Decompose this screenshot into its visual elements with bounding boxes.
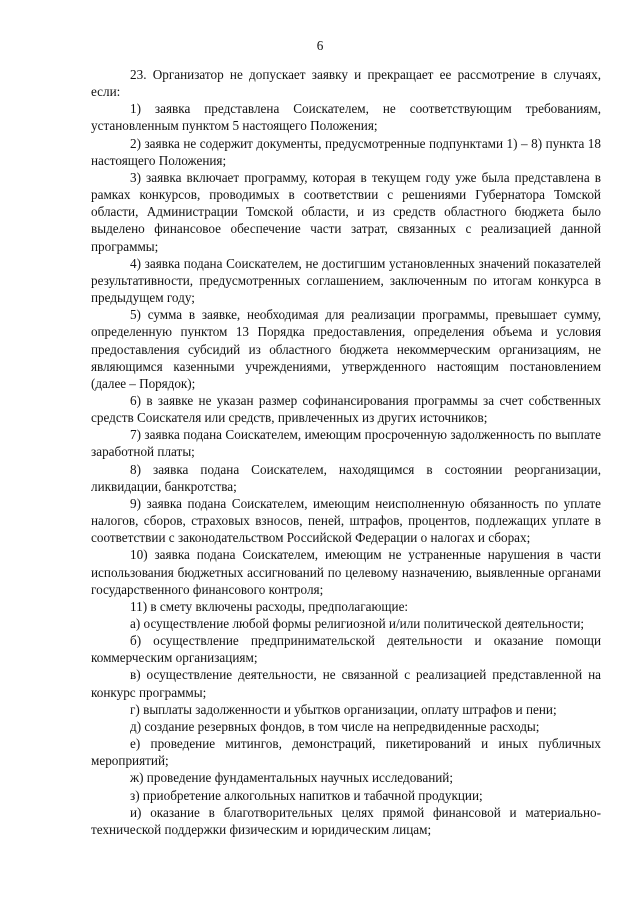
list-item-2: 2) заявка не содержит документы, предусмотренные подпунктами 1) – 8) пункта 18 настоящего Положения; — [91, 135, 601, 168]
sub-item-i: и) оказание в благотворительных целях прямой финансовой и материально-технической поддержки физическим и юридическим лицам; — [91, 804, 601, 837]
sub-item-b: б) осуществление предпринимательской деятельности и оказание помощи коммерческим организациям; — [91, 633, 601, 666]
list-item-9: 9) заявка подана Соискателем, имеющим неисполненную обязанность по уплате налогов, сборов, страховых взносов, пеней, штрафов, процентов, подлежащих уплате в соответствии с законодательством Российской Федерации о налогах и сборах; — [91, 495, 601, 546]
list-item-4: 4) заявка подана Соискателем, не достигшим установленных значений показателей результативности, предусмотренных соглашением, заключенным по итогам конкурса в предыдущем году; — [91, 255, 601, 306]
list-item-1: 1) заявка представлена Соискателем, не соответствующим требованиям, установленным пунктом 5 настоящего Положения; — [91, 101, 601, 134]
document-body — [91, 66, 601, 838]
sub-item-a: а) осуществление любой формы религиозной и/или политической деятельности; — [130, 616, 585, 631]
list-item-11: 11) в смету включены расходы, предполагающие: — [130, 598, 409, 614]
list-item-5: 5) сумма в заявке, необходимая для реализации программы, превышает сумму, определенную пунктом 13 Порядка предоставления, определения объема и условия предоставления субсидий из областного бюджета некоммерческим организациям, не являющимся казенными учреждениями, утвержденного настоящим постановлением (далее – Порядок); — [91, 307, 601, 391]
list-item-6: 6) в заявке не указан размер софинансирования программы за счет собственных средств Соискателя или средств, привлеченных из других источников; — [91, 392, 601, 426]
list-item-10: 10) заявка подана Соискателем, имеющим не устраненные нарушения в части использования бюджетных ассигнований по целевому назначению, выявленные органами государственного финансового контроля; — [91, 547, 601, 597]
sub-item-z: з) приобретение алкогольных напитков и табачной продукции; — [130, 787, 483, 803]
sub-item-g: г) выплаты задолженности и убытков организации, оплату штрафов и пени; — [130, 701, 557, 717]
list-item-8: 8) заявка подана Соискателем, находящимся в состоянии реорганизации, ликвидации, банкротства; — [91, 461, 601, 494]
sub-item-v: в) осуществление деятельности, не связанной с реализацией представленной на конкурс программы; — [91, 667, 601, 700]
paragraph-23-intro: 23. Организатор не допускает заявку и прекращает ее рассмотрение в случаях, если: — [91, 67, 601, 100]
page-number: 6 — [316, 38, 324, 53]
list-item-3: 3) заявка включает программу, которая в текущем году уже была представлена в рамках конкурсов, проводимых в соответствии с решениями Губернатора Томской области, Администрации Томской области, и из средств областного бюджета было выделено финансовое обеспечение части затрат, связанных с реализацией данной программы; — [91, 169, 601, 254]
sub-item-d: д) создание резервных фондов, в том числе на непредвиденные расходы; — [130, 718, 540, 734]
sub-item-zh: ж) проведение фундаментальных научных исследований; — [130, 770, 454, 786]
sub-item-e: е) проведение митингов, демонстраций, пикетирований и иных публичных мероприятий; — [91, 736, 601, 769]
list-item-7: 7) заявка подана Соискателем, имеющим просроченную задолженность по выплате заработной платы; — [91, 427, 601, 460]
